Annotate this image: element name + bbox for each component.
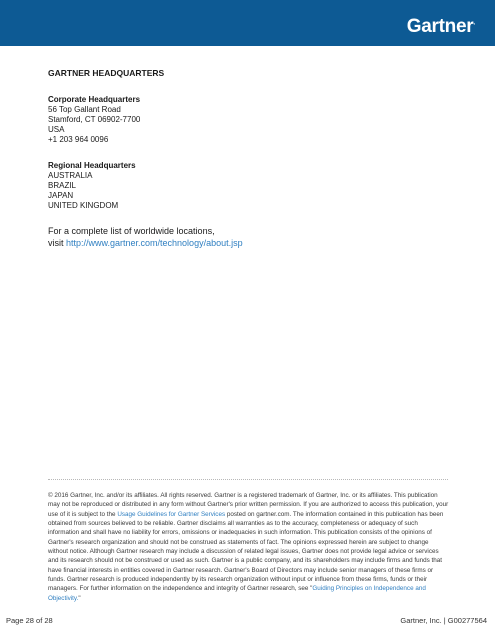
page-number: Page 28 of 28 bbox=[6, 616, 53, 625]
divider bbox=[48, 479, 448, 480]
corporate-address-line: Stamford, CT 06902-7700 bbox=[48, 115, 141, 124]
gartner-logo: Gartner. bbox=[406, 16, 475, 37]
locations-text: For a complete list of worldwide locations, bbox=[48, 226, 215, 236]
locations-visit bbox=[48, 238, 448, 250]
locations-link[interactable]: http://www.gartner.com/technology/about.jsp bbox=[66, 237, 243, 248]
regional-headquarters bbox=[48, 161, 448, 211]
regional-heading: Regional Headquarters bbox=[48, 161, 136, 170]
legal-notice: © 2016 Gartner, Inc. and/or its affiliates. All rights reserved. Gartner is a registered trademark of Gartner, Inc. or its affiliates. This publication may not be reproduced or distributed in any form without Gartner's prior written permission. If you are authorized to access this publication, your use of it is subject to the Usage Guidelines for Gartner Services posted on gartner.com. The information contained in this publication has been obtained from sources believed to be reliable. Gartner disclaims all warranties as to the accuracy, completeness or adequacy of such information and shall have no liability for errors, omissions or inadequacies in such information. This publication consists of the opinions of Gartner's research organization and should not be construed as statements of fact. The opinions expressed herein are subject to change without notice. Although Gartner research may include a discussion of related legal issues, Gartner does not provide legal advice or services and its research should not be construed or used as such. Gartner is a public company, and its shareholders may include firms and funds that have financial interests in entities covered in Gartner research. Gartner's Board of Directors may include senior managers of these firms or funds. Gartner research is produced independently by its research organization without input or influence from these firms, funds or their managers. For further information on the independence and integrity of Gartner research, see "Guiding Principles on Independence and Objectivity." bbox=[48, 492, 449, 602]
headquarters-section bbox=[48, 68, 448, 249]
regional-country: JAPAN bbox=[48, 191, 74, 200]
usage-guidelines-link[interactable]: Usage Guidelines for Gartner Services bbox=[117, 510, 226, 518]
visit-label: visit bbox=[48, 237, 66, 248]
regional-country: UNITED KINGDOM bbox=[48, 201, 119, 210]
regional-country: BRAZIL bbox=[48, 181, 77, 190]
corporate-address-line: USA bbox=[48, 125, 65, 134]
corporate-heading: Corporate Headquarters bbox=[48, 95, 141, 104]
corporate-address-line: 56 Top Gallant Road bbox=[48, 105, 121, 114]
corporate-phone: +1 203 964 0096 bbox=[48, 135, 109, 144]
document-id: Gartner, Inc. | G00277564 bbox=[400, 616, 487, 625]
regional-country: AUSTRALIA bbox=[48, 171, 93, 180]
page-footer bbox=[0, 616, 495, 628]
corporate-headquarters bbox=[48, 95, 448, 145]
headquarters-title: GARTNER HEADQUARTERS bbox=[48, 68, 165, 78]
guiding-principles-link[interactable]: Guiding Principles on Independence and Objectivity. bbox=[48, 585, 426, 602]
header-bar bbox=[0, 0, 495, 46]
worldwide-locations bbox=[48, 226, 448, 249]
